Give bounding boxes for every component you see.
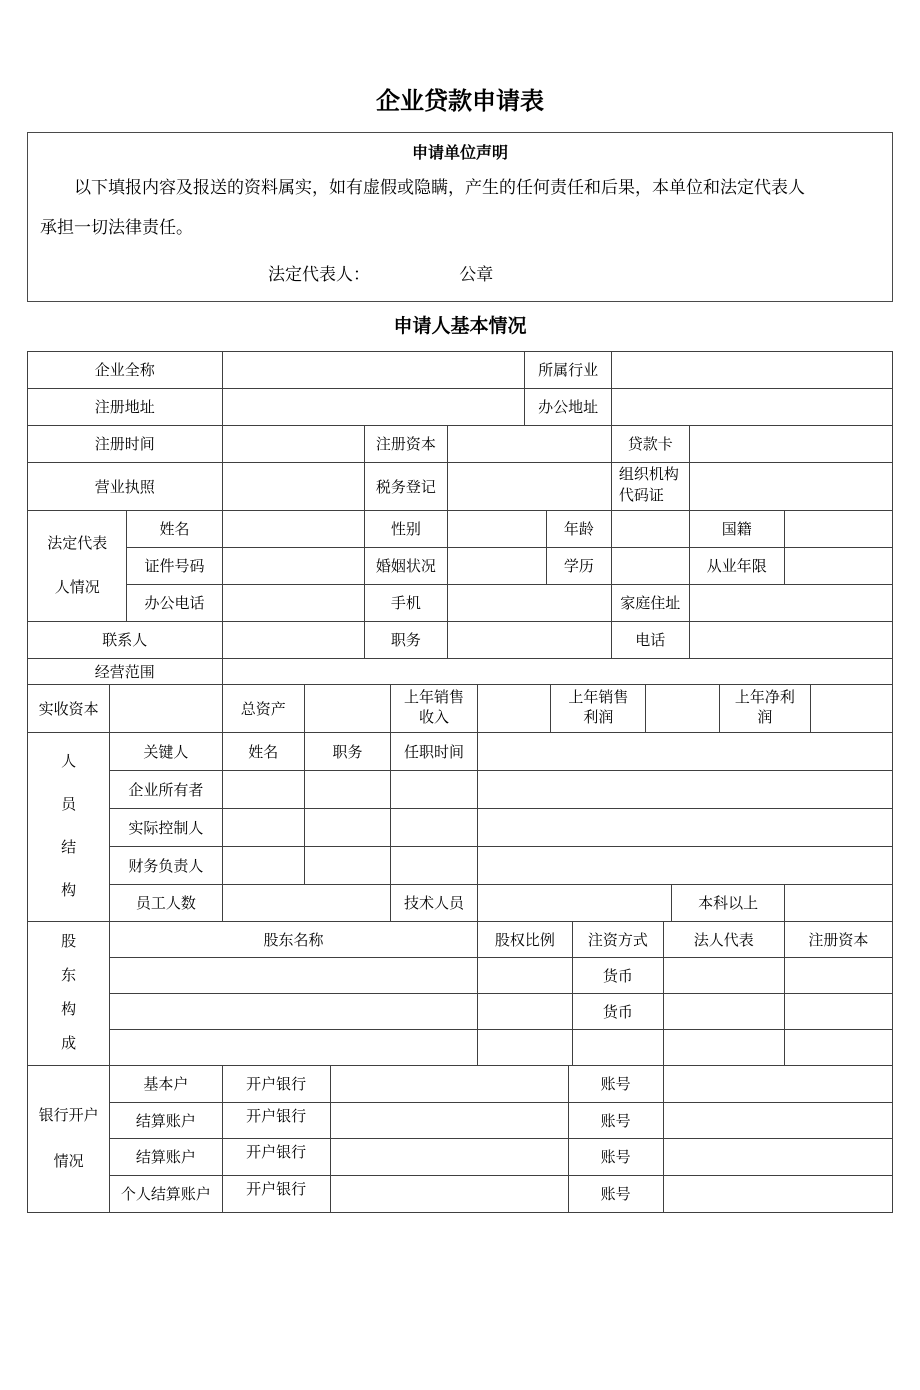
rep-work-years-value bbox=[784, 547, 892, 584]
shareholders-group-char1: 股 bbox=[61, 934, 77, 951]
shareholder-reg-capital-value bbox=[784, 957, 892, 993]
contact-phone-label: 电话 bbox=[611, 621, 689, 658]
section-heading: 申请人基本情况 bbox=[393, 315, 527, 337]
business-license-label: 营业执照 bbox=[28, 462, 223, 510]
opening-bank-label: 开户银行 bbox=[222, 1175, 330, 1212]
rep-education-label: 学历 bbox=[546, 547, 611, 584]
loan-card-label: 贷款卡 bbox=[611, 425, 689, 462]
company-name-value bbox=[222, 351, 525, 388]
opening-bank-value bbox=[330, 1065, 568, 1102]
key-person-header: 关键人 bbox=[110, 732, 222, 770]
shareholder-name-value bbox=[110, 1029, 478, 1065]
last-year-net-profit-line1: 上年净利 bbox=[734, 690, 795, 707]
registered-capital-label: 注册资本 bbox=[365, 425, 447, 462]
shareholders-table bbox=[27, 921, 893, 1066]
legal-rep-group-line2: 人情况 bbox=[54, 579, 100, 596]
controller-position-value bbox=[304, 808, 391, 846]
equity-ratio-value bbox=[477, 993, 572, 1029]
industry-value bbox=[611, 351, 892, 388]
equity-ratio-header: 股权比例 bbox=[477, 921, 572, 957]
account-number-value bbox=[663, 1102, 892, 1138]
shareholders-group-label bbox=[28, 921, 110, 1065]
shareholders-group-char2: 东 bbox=[61, 968, 77, 985]
shareholder-reg-capital-value bbox=[784, 993, 892, 1029]
last-year-sales-value bbox=[477, 684, 551, 732]
registered-capital-value bbox=[447, 425, 611, 462]
rep-id-number-value bbox=[222, 547, 365, 584]
personnel-group-label bbox=[28, 732, 110, 921]
shareholders-group-char4: 成 bbox=[61, 1036, 77, 1053]
finance-head-label: 财务负责人 bbox=[110, 846, 222, 884]
account-number-label: 账号 bbox=[568, 1175, 663, 1212]
last-year-net-profit-label bbox=[719, 684, 810, 732]
owner-label: 企业所有者 bbox=[110, 770, 222, 808]
finance-head-position-value bbox=[304, 846, 391, 884]
shareholder-reg-capital-value bbox=[784, 1029, 892, 1065]
business-scope-label: 经营范围 bbox=[28, 658, 223, 684]
page-title: 企业贷款申请表 bbox=[376, 89, 544, 115]
personnel-group-char1: 人 bbox=[61, 753, 77, 770]
rep-id-number-label: 证件号码 bbox=[127, 547, 222, 584]
document-page bbox=[27, 88, 893, 1213]
employee-count-label: 员工人数 bbox=[110, 884, 222, 921]
actual-controller-label: 实际控制人 bbox=[110, 808, 222, 846]
personnel-row-extra bbox=[477, 732, 892, 770]
last-year-profit-label bbox=[551, 684, 646, 732]
shareholder-legal-rep-value bbox=[663, 1029, 784, 1065]
controller-name-value bbox=[222, 808, 304, 846]
opening-bank-label: 开户银行 bbox=[222, 1138, 330, 1175]
equity-ratio-value bbox=[477, 957, 572, 993]
settlement-account-label: 结算账户 bbox=[110, 1138, 222, 1175]
rep-name-label: 姓名 bbox=[127, 510, 222, 547]
equity-ratio-value bbox=[477, 1029, 572, 1065]
finance-head-name-value bbox=[222, 846, 304, 884]
org-code-cert-label-line2: 代码证 bbox=[618, 488, 664, 505]
rep-gender-label: 性别 bbox=[365, 510, 447, 547]
rep-education-value bbox=[611, 547, 689, 584]
bank-accounts-table bbox=[27, 1065, 893, 1213]
account-number-value bbox=[663, 1138, 892, 1175]
account-number-label: 账号 bbox=[568, 1138, 663, 1175]
funding-method-value bbox=[572, 1029, 663, 1065]
registered-time-value bbox=[222, 425, 365, 462]
bank-accounts-group-label bbox=[28, 1065, 110, 1212]
key-person-position-header: 职务 bbox=[304, 732, 391, 770]
bachelor-above-value bbox=[784, 884, 892, 921]
finance-head-tenure-value bbox=[391, 846, 478, 884]
last-year-net-profit-value bbox=[810, 684, 892, 732]
settlement-account-label: 结算账户 bbox=[110, 1102, 222, 1138]
declaration-box bbox=[27, 132, 893, 302]
shareholder-name-value bbox=[110, 957, 478, 993]
last-year-profit-line1: 上年销售 bbox=[568, 690, 629, 707]
legal-rep-sign-label: 法定代表人： bbox=[268, 264, 370, 284]
rep-office-phone-label: 办公电话 bbox=[127, 584, 222, 621]
company-identity-table bbox=[27, 351, 893, 426]
tax-registration-value bbox=[447, 462, 611, 510]
registered-address-value bbox=[222, 388, 525, 425]
shareholders-group-char3: 构 bbox=[61, 1002, 77, 1019]
org-code-cert-label-line1: 组织机构 bbox=[618, 467, 679, 484]
rep-age-label: 年龄 bbox=[546, 510, 611, 547]
funding-method-header: 注资方式 bbox=[572, 921, 663, 957]
rep-nationality-value bbox=[784, 510, 892, 547]
technical-staff-value bbox=[477, 884, 672, 921]
legal-representative-table bbox=[27, 510, 893, 659]
rep-work-years-label: 从业年限 bbox=[689, 547, 784, 584]
last-year-sales-line2: 收入 bbox=[419, 710, 450, 727]
personnel-row-extra bbox=[477, 770, 892, 808]
personnel-group-char4: 构 bbox=[61, 882, 77, 899]
account-number-value bbox=[663, 1175, 892, 1212]
last-year-sales-line1: 上年销售 bbox=[404, 690, 465, 707]
last-year-sales-label bbox=[391, 684, 478, 732]
paid-in-capital-value bbox=[110, 684, 222, 732]
shareholder-name-header: 股东名称 bbox=[110, 921, 478, 957]
declaration-text-line1: 以下填报内容及报送的资料属实，如有虚假或隐瞒，产生的任何责任和后果，本单位和法定代表人 bbox=[74, 177, 805, 197]
business-license-value bbox=[222, 462, 365, 510]
owner-name-value bbox=[222, 770, 304, 808]
paid-in-capital-label: 实收资本 bbox=[28, 684, 110, 732]
shareholder-legal-rep-header: 法人代表 bbox=[663, 921, 784, 957]
declaration-heading: 申请单位声明 bbox=[411, 144, 508, 162]
total-assets-label: 总资产 bbox=[222, 684, 304, 732]
owner-position-value bbox=[304, 770, 391, 808]
legal-rep-group-label bbox=[28, 510, 127, 621]
bank-group-line2: 情况 bbox=[53, 1153, 84, 1170]
registered-address-label: 注册地址 bbox=[28, 388, 223, 425]
personnel-row-extra bbox=[477, 808, 892, 846]
legal-rep-group-line1: 法定代表 bbox=[47, 535, 108, 552]
contact-person-value bbox=[222, 621, 365, 658]
rep-name-value bbox=[222, 510, 365, 547]
org-code-cert-label bbox=[611, 462, 689, 510]
personnel-group-char3: 结 bbox=[61, 839, 77, 856]
rep-mobile-label: 手机 bbox=[365, 584, 447, 621]
contact-phone-value bbox=[689, 621, 892, 658]
account-number-value bbox=[663, 1065, 892, 1102]
shareholder-name-value bbox=[110, 993, 478, 1029]
rep-office-phone-value bbox=[222, 584, 365, 621]
basic-account-label: 基本户 bbox=[110, 1065, 222, 1102]
financials-table bbox=[27, 684, 893, 733]
opening-bank-label: 开户银行 bbox=[222, 1102, 330, 1138]
total-assets-value bbox=[304, 684, 391, 732]
registered-time-label: 注册时间 bbox=[28, 425, 223, 462]
rep-marital-value bbox=[447, 547, 546, 584]
key-person-tenure-header: 任职时间 bbox=[391, 732, 478, 770]
declaration-signature-line bbox=[40, 260, 880, 285]
office-address-value bbox=[611, 388, 892, 425]
loan-card-value bbox=[689, 425, 892, 462]
personnel-row-extra bbox=[477, 846, 892, 884]
company-name-label: 企业全称 bbox=[28, 351, 223, 388]
employee-count-value bbox=[222, 884, 391, 921]
company-seal-label: 公章 bbox=[459, 264, 494, 284]
personnel-structure-table bbox=[27, 732, 893, 922]
funding-method-value: 货币 bbox=[572, 957, 663, 993]
business-scope-table bbox=[27, 658, 893, 685]
account-number-label: 账号 bbox=[568, 1102, 663, 1138]
bachelor-above-label: 本科以上 bbox=[672, 884, 784, 921]
org-code-cert-value bbox=[689, 462, 892, 510]
contact-position-value bbox=[447, 621, 611, 658]
tax-registration-label: 税务登记 bbox=[365, 462, 447, 510]
rep-gender-value bbox=[447, 510, 546, 547]
technical-staff-label: 技术人员 bbox=[391, 884, 478, 921]
contact-person-label: 联系人 bbox=[28, 621, 223, 658]
rep-mobile-value bbox=[447, 584, 611, 621]
shareholder-legal-rep-value bbox=[663, 957, 784, 993]
shareholder-legal-rep-value bbox=[663, 993, 784, 1029]
controller-tenure-value bbox=[391, 808, 478, 846]
rep-home-address-value bbox=[689, 584, 892, 621]
rep-home-address-label: 家庭住址 bbox=[611, 584, 689, 621]
personnel-group-char2: 员 bbox=[61, 796, 77, 813]
opening-bank-value bbox=[330, 1102, 568, 1138]
rep-marital-label: 婚姻状况 bbox=[365, 547, 447, 584]
industry-label: 所属行业 bbox=[525, 351, 612, 388]
contact-position-label: 职务 bbox=[365, 621, 447, 658]
bank-group-line1: 银行开户 bbox=[38, 1107, 99, 1124]
registration-table bbox=[27, 425, 893, 511]
shareholder-reg-capital-header: 注册资本 bbox=[784, 921, 892, 957]
business-scope-value bbox=[222, 658, 892, 684]
opening-bank-label: 开户银行 bbox=[222, 1065, 330, 1102]
personal-settlement-account-label: 个人结算账户 bbox=[110, 1175, 222, 1212]
rep-age-value bbox=[611, 510, 689, 547]
last-year-net-profit-line2: 润 bbox=[757, 710, 773, 727]
last-year-profit-value bbox=[646, 684, 720, 732]
owner-tenure-value bbox=[391, 770, 478, 808]
funding-method-value: 货币 bbox=[572, 993, 663, 1029]
last-year-profit-line2: 利润 bbox=[583, 710, 614, 727]
account-number-label: 账号 bbox=[568, 1065, 663, 1102]
rep-nationality-label: 国籍 bbox=[689, 510, 784, 547]
office-address-label: 办公地址 bbox=[525, 388, 612, 425]
declaration-text-line2: 承担一切法律责任。 bbox=[40, 217, 193, 237]
opening-bank-value bbox=[330, 1175, 568, 1212]
key-person-name-header: 姓名 bbox=[222, 732, 304, 770]
opening-bank-value bbox=[330, 1138, 568, 1175]
